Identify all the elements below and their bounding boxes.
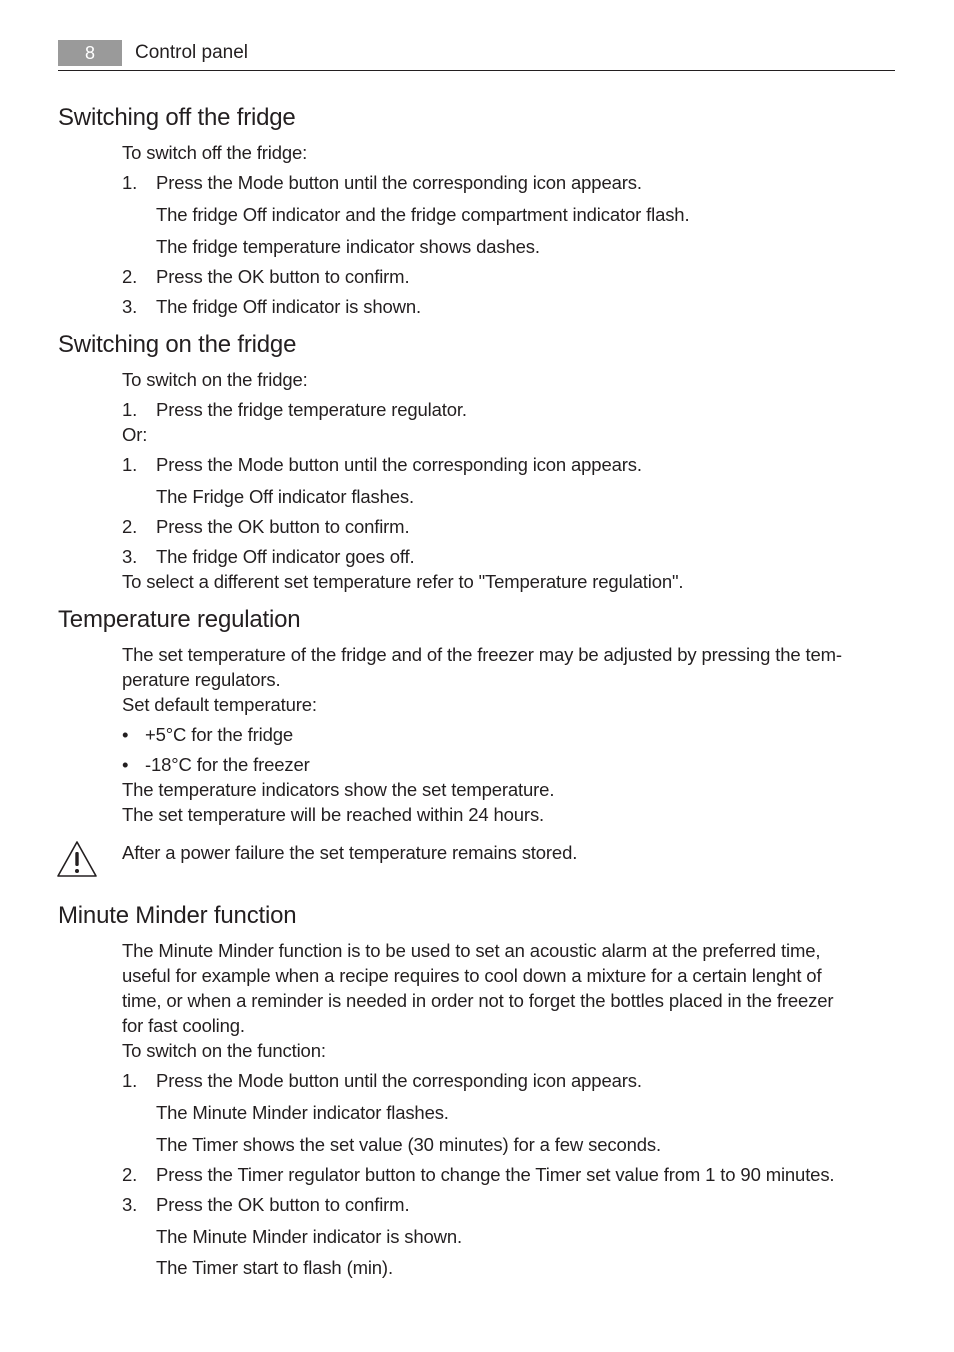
step-text: The fridge Off indicator goes off. — [156, 546, 415, 567]
warning-triangle-icon — [56, 840, 98, 878]
header-divider — [58, 70, 895, 71]
switch-on-note: To select a different set temperature refer to "Temperature regulation". — [122, 571, 684, 592]
temp-reg-paragraph: perature regulators. — [122, 669, 281, 690]
heading-switch-off: Switching off the fridge — [58, 104, 296, 131]
switch-off-intro: To switch off the fridge: — [122, 142, 308, 163]
step-number: 1. — [122, 172, 138, 193]
page-number: 8 — [58, 40, 122, 66]
heading-minute-minder: Minute Minder function — [58, 902, 297, 929]
bullet-item: -18°C for the freezer — [145, 754, 310, 775]
step-number: 1. — [122, 1070, 138, 1091]
or-label: Or: — [122, 424, 148, 445]
step-subtext: The Minute Minder indicator flashes. — [156, 1102, 449, 1123]
step-text: Press the OK button to confirm. — [156, 266, 410, 287]
bullet-icon: • — [122, 724, 129, 745]
step-number: 2. — [122, 1164, 138, 1185]
step-subtext: The fridge temperature indicator shows dashes. — [156, 236, 540, 257]
minute-minder-paragraph: for fast cooling. — [122, 1015, 245, 1036]
step-text: Press the Timer regulator button to change the Timer set value from 1 to 90 minutes. — [156, 1164, 835, 1185]
minute-minder-paragraph: useful for example when a recipe requires to cool down a mixture for a certain lenght of — [122, 965, 822, 986]
heading-temperature-regulation: Temperature regulation — [58, 606, 301, 633]
temp-reg-line: The temperature indicators show the set temperature. — [122, 779, 555, 800]
heading-switch-on: Switching on the fridge — [58, 331, 297, 358]
step-number: 1. — [122, 399, 138, 420]
default-temp-label: Set default temperature: — [122, 694, 317, 715]
temp-reg-line: The set temperature will be reached within 24 hours. — [122, 804, 545, 825]
switch-on-intro: To switch on the fridge: — [122, 369, 308, 390]
step-number: 3. — [122, 1194, 138, 1215]
step-subtext: The Fridge Off indicator flashes. — [156, 486, 414, 507]
step-number: 3. — [122, 546, 138, 567]
bullet-item: +5°C for the fridge — [145, 724, 294, 745]
warning-text: After a power failure the set temperature remains stored. — [122, 842, 578, 863]
step-text: Press the Mode button until the corresponding icon appears. — [156, 454, 642, 475]
step-subtext: The fridge Off indicator and the fridge compartment indicator flash. — [156, 204, 690, 225]
step-number: 3. — [122, 296, 138, 317]
step-number: 2. — [122, 516, 138, 537]
step-subtext: The Timer shows the set value (30 minutes) for a few seconds. — [156, 1134, 661, 1155]
step-text: Press the fridge temperature regulator. — [156, 399, 467, 420]
minute-minder-paragraph: time, or when a reminder is needed in order not to forget the bottles placed in the freezer — [122, 990, 834, 1011]
step-text: Press the OK button to confirm. — [156, 516, 410, 537]
step-subtext: The Minute Minder indicator is shown. — [156, 1226, 463, 1247]
bullet-icon: • — [122, 754, 129, 775]
section-title: Control panel — [135, 42, 249, 63]
step-subtext: The Timer start to flash (min). — [156, 1257, 393, 1278]
minute-minder-paragraph: The Minute Minder function is to be used to set an acoustic alarm at the preferred time, — [122, 940, 821, 961]
step-text: Press the Mode button until the corresponding icon appears. — [156, 1070, 642, 1091]
temp-reg-paragraph: The set temperature of the fridge and of the freezer may be adjusted by pressing the tem- — [122, 644, 842, 665]
step-text: Press the OK button to confirm. — [156, 1194, 410, 1215]
step-text: The fridge Off indicator is shown. — [156, 296, 421, 317]
step-text: Press the Mode button until the corresponding icon appears. — [156, 172, 642, 193]
minute-minder-intro: To switch on the function: — [122, 1040, 326, 1061]
step-number: 2. — [122, 266, 138, 287]
step-number: 1. — [122, 454, 138, 475]
